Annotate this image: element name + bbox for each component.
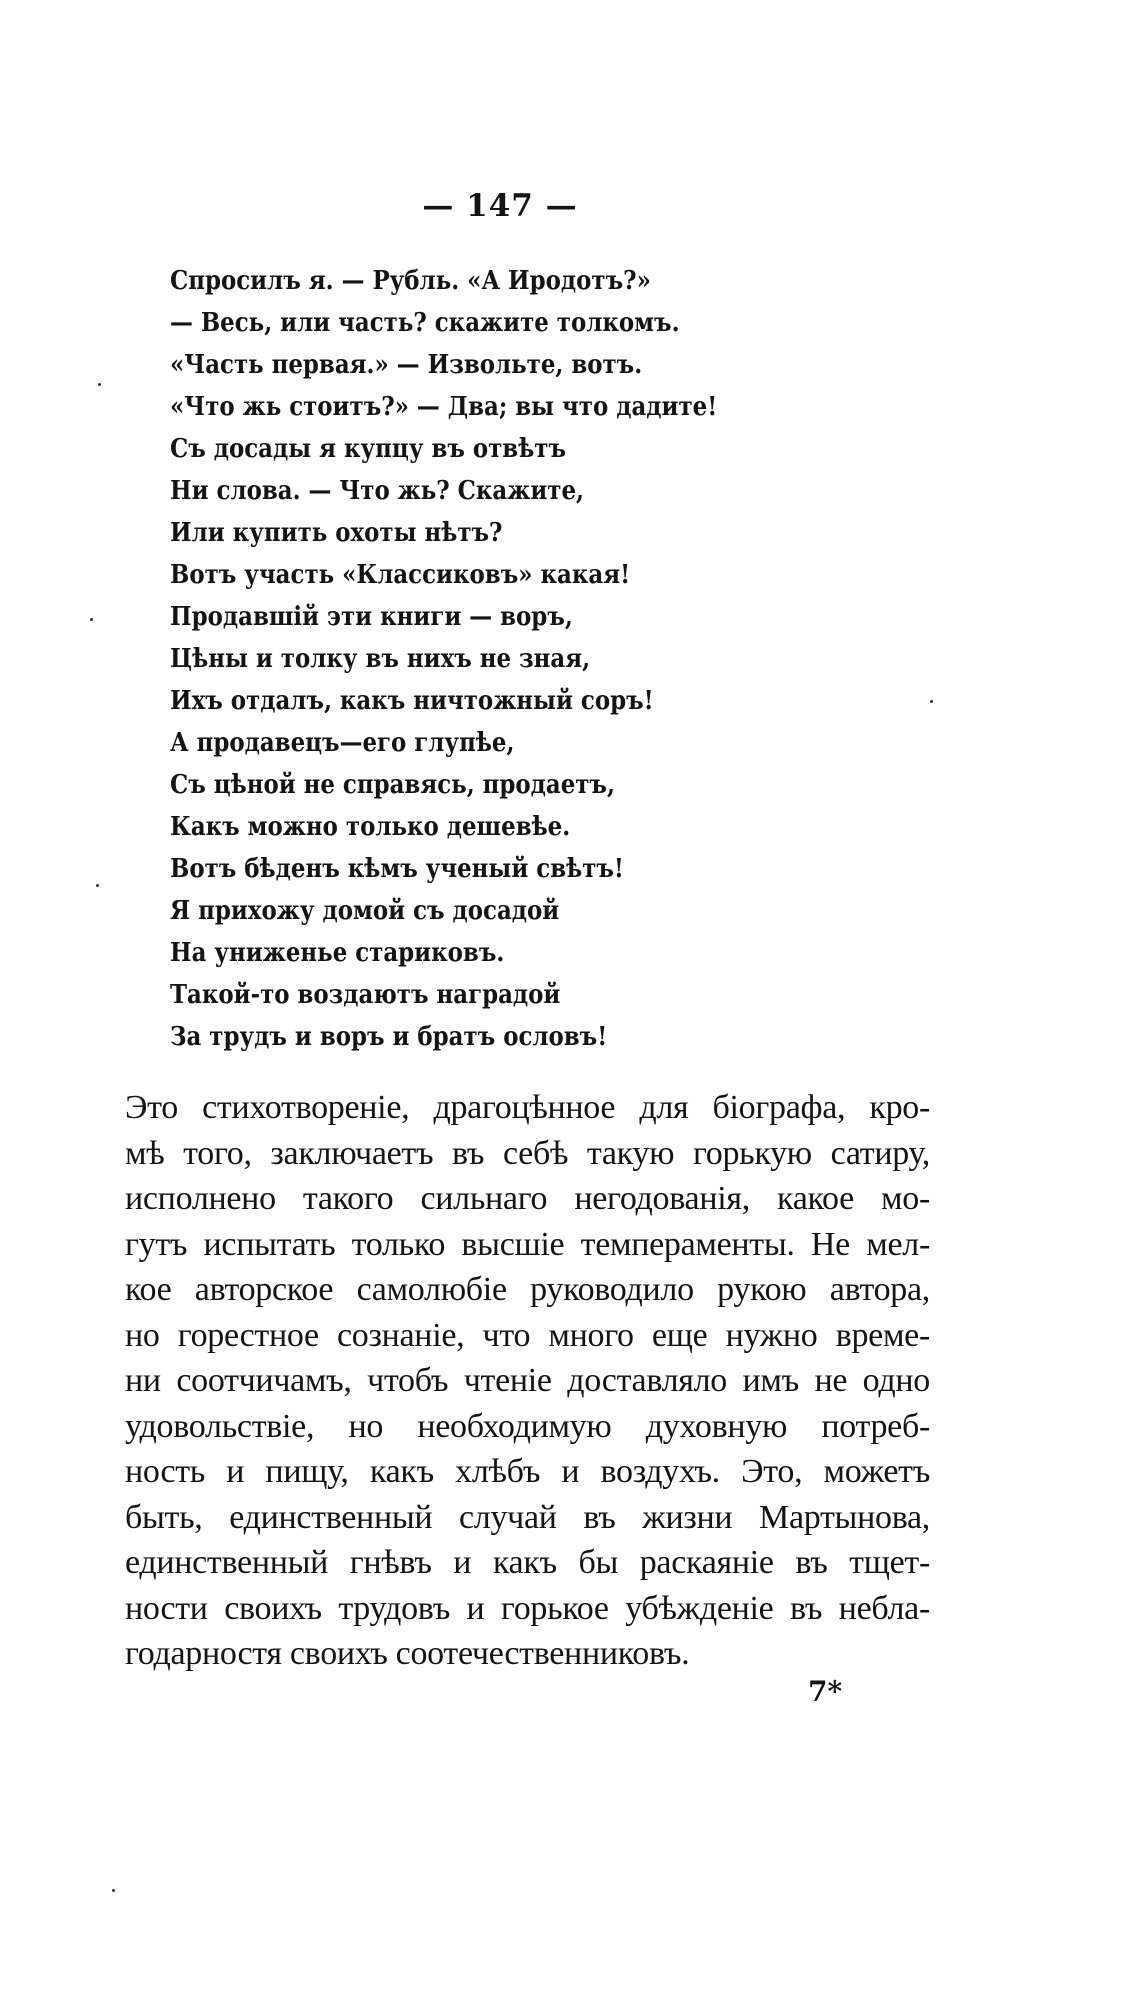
page-number: — 147 — <box>422 188 578 224</box>
scan-speck <box>98 383 101 386</box>
poem-line: Такой-то воздаютъ наградой <box>170 980 561 1010</box>
prose-line: исполнено такого сильнаго негодованія, какое мо- <box>125 1180 930 1217</box>
poem-line: Ни слова. — Что жь? Скажите, <box>170 476 585 506</box>
prose-line: ни соотчичамъ, чтобъ чтеніе доставляло имъ не одно <box>125 1362 930 1399</box>
poem-line: «Что жь стоитъ?» — Два; вы что дадите! <box>170 392 718 422</box>
prose-line: быть, единственный случай въ жизни Мартынова, <box>125 1498 930 1536</box>
signature-mark: 7* <box>808 1675 843 1708</box>
prose-line: единственный гнѣвъ и какъ бы раскаяніе въ тщет- <box>125 1544 930 1581</box>
poem-line: Продавшій эти книги — воръ, <box>170 602 573 632</box>
prose-line: гутъ испытать только высшіе темпераменты. Не мел- <box>125 1225 930 1263</box>
poem-line: Съ цѣной не справясь, продаетъ, <box>170 770 615 800</box>
poem-line: Вотъ бѣденъ кѣмъ ученый свѣтъ! <box>170 854 624 884</box>
prose-paragraph <box>125 1085 930 1677</box>
scan-speck <box>96 884 99 887</box>
prose-line: ности своихъ трудовъ и горькое убѣжденіе въ небла- <box>125 1589 930 1627</box>
poem-line: Вотъ участь «Классиковъ» какая! <box>170 560 631 590</box>
poem-line: За трудъ и воръ и братъ ословъ! <box>170 1022 608 1052</box>
poem-line: «Часть первая.» — Извольте, вотъ. <box>170 350 643 380</box>
poem-line: Какъ можно только дешевѣе. <box>170 812 571 842</box>
poem-line: На униженье стариковъ. <box>170 938 505 968</box>
prose-line: мѣ того, заключаетъ въ себѣ такую горькую сатиру, <box>125 1134 930 1172</box>
poem-stanza <box>170 260 790 1058</box>
prose-line: кое авторское самолюбіе руководило рукою автора, <box>125 1271 930 1308</box>
poem-line: — Весь, или часть? скажите толкомъ. <box>170 308 680 338</box>
prose-line: но горестное сознаніе, что много еще нужно време- <box>125 1316 930 1354</box>
poem-line: А продавецъ—его глупѣе, <box>170 728 515 758</box>
poem-line: Или купить охоты нѣтъ? <box>170 518 503 548</box>
prose-line: удовольствіе, но необходимую духовную потреб- <box>125 1407 930 1445</box>
scan-speck <box>112 1889 115 1892</box>
poem-line: Я прихожу домой съ досадой <box>170 896 560 926</box>
prose-line: ность и пищу, какъ хлѣбъ и воздухъ. Это, можетъ <box>125 1453 930 1490</box>
scan-speck <box>930 700 933 703</box>
scan-speck <box>90 618 93 621</box>
poem-line: Цѣны и толку въ нихъ не зная, <box>170 644 591 674</box>
prose-line: годарностя своихъ соотечественниковъ. <box>125 1635 690 1672</box>
prose-line: Это стихотвореніе, драгоцѣнное для біографа, кро- <box>125 1089 930 1126</box>
poem-line: Съ досады я купцу въ отвѣтъ <box>170 434 567 464</box>
poem-line: Ихъ отдалъ, какъ ничтожный соръ! <box>170 686 654 716</box>
poem-line: Спросилъ я. — Рубль. «А Иродотъ?» <box>170 266 651 296</box>
